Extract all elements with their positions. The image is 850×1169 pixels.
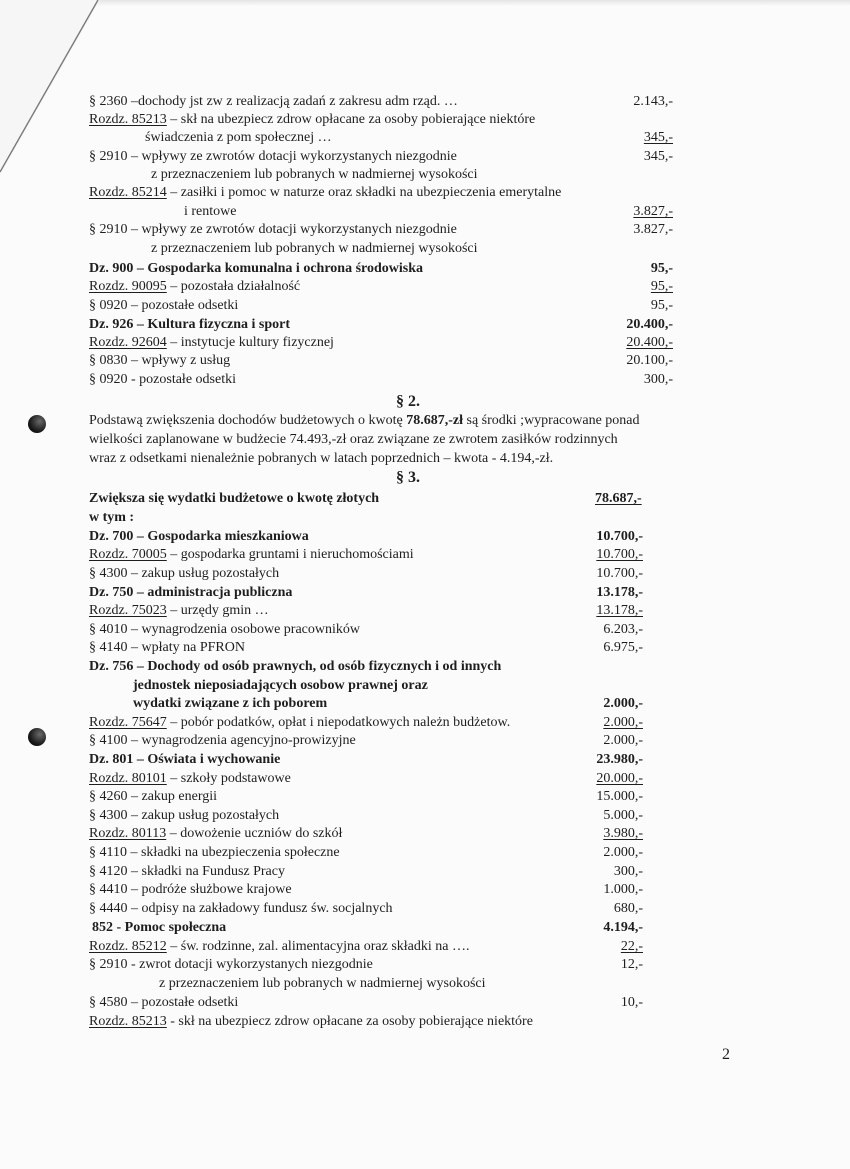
line-label: § 2910 - zwrot dotacji wykorzystanych niezgodnie	[89, 957, 373, 972]
line-amount: 20.400,-	[626, 335, 673, 350]
line-amount: 2.143,-	[633, 94, 673, 109]
line-label: i rentowe	[184, 204, 237, 219]
line-amount: 13.178,-	[596, 585, 643, 600]
expense-line	[89, 1013, 533, 1031]
expense-line	[159, 975, 486, 993]
line-label: – zasiłki i pomoc w naturze oraz składki na ubezpieczenia emerytalne	[166, 185, 562, 200]
line-label: – urzędy gmin …	[166, 603, 269, 618]
line-label: z przeznaczeniem lub pobranych w nadmiernej wysokości	[151, 167, 478, 182]
rozdz-link: Rozdz. 75023	[89, 603, 167, 618]
line-label: – pozostała działalność	[166, 279, 301, 294]
line-label: - skł na ubezpiecz zdrow opłacane za osoby pobierające niektóre	[166, 1014, 533, 1029]
line-label: – gospodarka gruntami i nieruchomościami	[166, 547, 414, 562]
rozdz-link: Rozdz. 80101	[89, 771, 167, 786]
section-3-heading: § 3.	[396, 469, 420, 486]
line-amount: 2.000,-	[603, 733, 643, 748]
line-amount: 300,-	[643, 372, 673, 387]
line-label: Dz. 801 – Oświata i wychowanie	[89, 752, 281, 767]
line-label: – pobór podatków, opłat i niepodatkowych należn budżetow.	[166, 715, 511, 730]
line-label: § 4260 – zakup energii	[89, 789, 218, 804]
line-amount: 2.000,-	[603, 845, 643, 860]
rozdz-link: Rozdz. 75647	[89, 715, 167, 730]
line-amount: 6.975,-	[603, 640, 643, 655]
line-amount: 1.000,-	[603, 882, 643, 897]
rozdz-link: Rozdz. 85213	[89, 112, 167, 127]
section-2-paragraph: wielkości zaplanowane w budżecie 74.493,-zł oraz związane ze zwrotem zasiłków rodzinnych	[89, 432, 618, 447]
income-line	[151, 240, 478, 258]
income-line	[151, 166, 478, 184]
line-label: – skł na ubezpiecz zdrow opłacane za osoby pobierające niektóre	[166, 112, 536, 127]
line-amount: 15.000,-	[596, 789, 643, 804]
line-label: § 4440 – odpisy na zakładowy fundusz św. socjalnych	[89, 901, 393, 916]
dzial-heading-cont	[133, 677, 428, 695]
line-label: § 4410 – podróże służbowe krajowe	[89, 882, 292, 897]
line-label: § 4580 – pozostałe odsetki	[89, 995, 239, 1010]
rozdz-link: Rozdz. 92604	[89, 335, 167, 350]
rozdz-link: Rozdz. 85212	[89, 939, 167, 954]
line-amount: 78.687,-	[595, 491, 642, 506]
section-2-paragraph	[89, 412, 640, 430]
rozdz-link: Rozdz. 90095	[89, 279, 167, 294]
section-2-paragraph: wraz z odsetkami nienależnie pobranych w latach poprzednich – kwota - 4.194,-zł.	[89, 451, 554, 466]
line-amount: 10.700,-	[596, 547, 643, 562]
line-label: § 2360 –dochody jst zw z realizacją zadań z zakresu adm rząd. …	[89, 94, 458, 109]
line-amount: 20.400,-	[626, 317, 673, 332]
line-label: § 4140 – wpłaty na PFRON	[89, 640, 245, 655]
line-amount: 23.980,-	[596, 752, 643, 767]
line-amount: 2.000,-	[603, 696, 643, 711]
text: są środki ;wypracowane ponad	[463, 413, 640, 428]
line-label: § 4010 – wynagrodzenia osobowe pracowników	[89, 622, 360, 637]
line-label: § 0920 - pozostałe odsetki	[89, 372, 236, 387]
line-amount: 3.827,-	[633, 222, 673, 237]
line-amount: 345,-	[643, 149, 673, 164]
line-label: § 4120 – składki na Fundusz Pracy	[89, 864, 285, 879]
line-label: wydatki związane z ich poborem	[133, 696, 328, 711]
line-label: Dz. 926 – Kultura fizyczna i sport	[89, 317, 291, 332]
line-label: świadczenia z pom społecznej …	[145, 130, 332, 145]
w-tym-label: w tym :	[89, 510, 135, 525]
line-amount: 4.194,-	[603, 920, 643, 935]
line-amount: 20.000,-	[596, 771, 643, 786]
line-amount: 95,-	[650, 279, 673, 294]
line-label: § 4300 – zakup usług pozostałych	[89, 566, 280, 581]
rozdz-link: Rozdz. 70005	[89, 547, 167, 562]
line-amount: 2.000,-	[603, 715, 643, 730]
line-label: 852 - Pomoc społeczna	[92, 920, 227, 935]
line-label: § 2910 – wpływy ze zwrotów dotacji wykorzystanych niezgodnie	[89, 149, 457, 164]
line-label: Dz. 900 – Gospodarka komunalna i ochrona środowiska	[89, 261, 423, 276]
line-label: – szkoły podstawowe	[166, 771, 291, 786]
line-label: Dz. 756 – Dochody od osób prawnych, od osób fizycznych i od innych	[89, 659, 502, 674]
line-amount: 22,-	[620, 939, 643, 954]
line-amount: 6.203,-	[603, 622, 643, 637]
rozdz-link: Rozdz. 80113	[89, 826, 167, 841]
line-amount: 300,-	[613, 864, 643, 879]
line-label: jednostek nieposiadających osobow prawnej oraz	[133, 678, 428, 693]
line-label: – dowożenie uczniów do szkół	[166, 826, 343, 841]
amount-bold: 78.687,-zł	[406, 413, 464, 428]
line-amount: 12,-	[620, 957, 643, 972]
section-2-heading: § 2.	[396, 393, 420, 410]
line-amount: 10.700,-	[596, 566, 643, 581]
line-amount: 345,-	[643, 130, 673, 145]
line-amount: 95,-	[650, 298, 673, 313]
line-amount: 3.980,-	[603, 826, 643, 841]
line-label: § 4110 – składki na ubezpieczenia społeczne	[89, 845, 340, 860]
line-label: – św. rodzinne, zal. alimentacyjna oraz składki na ….	[166, 939, 470, 954]
dzial-heading	[89, 658, 501, 676]
line-label: Dz. 700 – Gospodarka mieszkaniowa	[89, 529, 309, 544]
rozdz-link: Rozdz. 85214	[89, 185, 167, 200]
line-label: § 4100 – wynagrodzenia agencyjno-prowizyjne	[89, 733, 356, 748]
rozdz-link: Rozdz. 85213	[89, 1014, 167, 1029]
line-label: § 4300 – zakup usług pozostałych	[89, 808, 280, 823]
line-label: § 2910 – wpływy ze zwrotów dotacji wykorzystanych niezgodnie	[89, 222, 457, 237]
income-line	[89, 184, 561, 202]
line-amount: 10,-	[620, 995, 643, 1010]
page-number: 2	[722, 1046, 730, 1063]
line-label: z przeznaczeniem lub pobranych w nadmiernej wysokości	[159, 976, 486, 991]
line-label: – instytucje kultury fizycznej	[166, 335, 334, 350]
line-label: z przeznaczeniem lub pobranych w nadmiernej wysokości	[151, 241, 478, 256]
line-amount: 680,-	[613, 901, 643, 916]
income-line	[89, 111, 535, 129]
line-label: Zwiększa się wydatki budżetowe o kwotę złotych	[89, 491, 380, 506]
line-amount: 13.178,-	[596, 603, 643, 618]
line-amount: 5.000,-	[603, 808, 643, 823]
line-amount: 95,-	[650, 261, 673, 276]
text: Podstawą zwiększenia dochodów budżetowych o kwotę	[89, 413, 407, 428]
line-label: § 0920 – pozostałe odsetki	[89, 298, 239, 313]
line-label: § 0830 – wpływy z usług	[89, 353, 231, 368]
line-label: Dz. 750 – administracja publiczna	[89, 585, 293, 600]
line-amount: 3.827,-	[633, 204, 673, 219]
line-amount: 20.100,-	[626, 353, 673, 368]
line-amount: 10.700,-	[596, 529, 643, 544]
